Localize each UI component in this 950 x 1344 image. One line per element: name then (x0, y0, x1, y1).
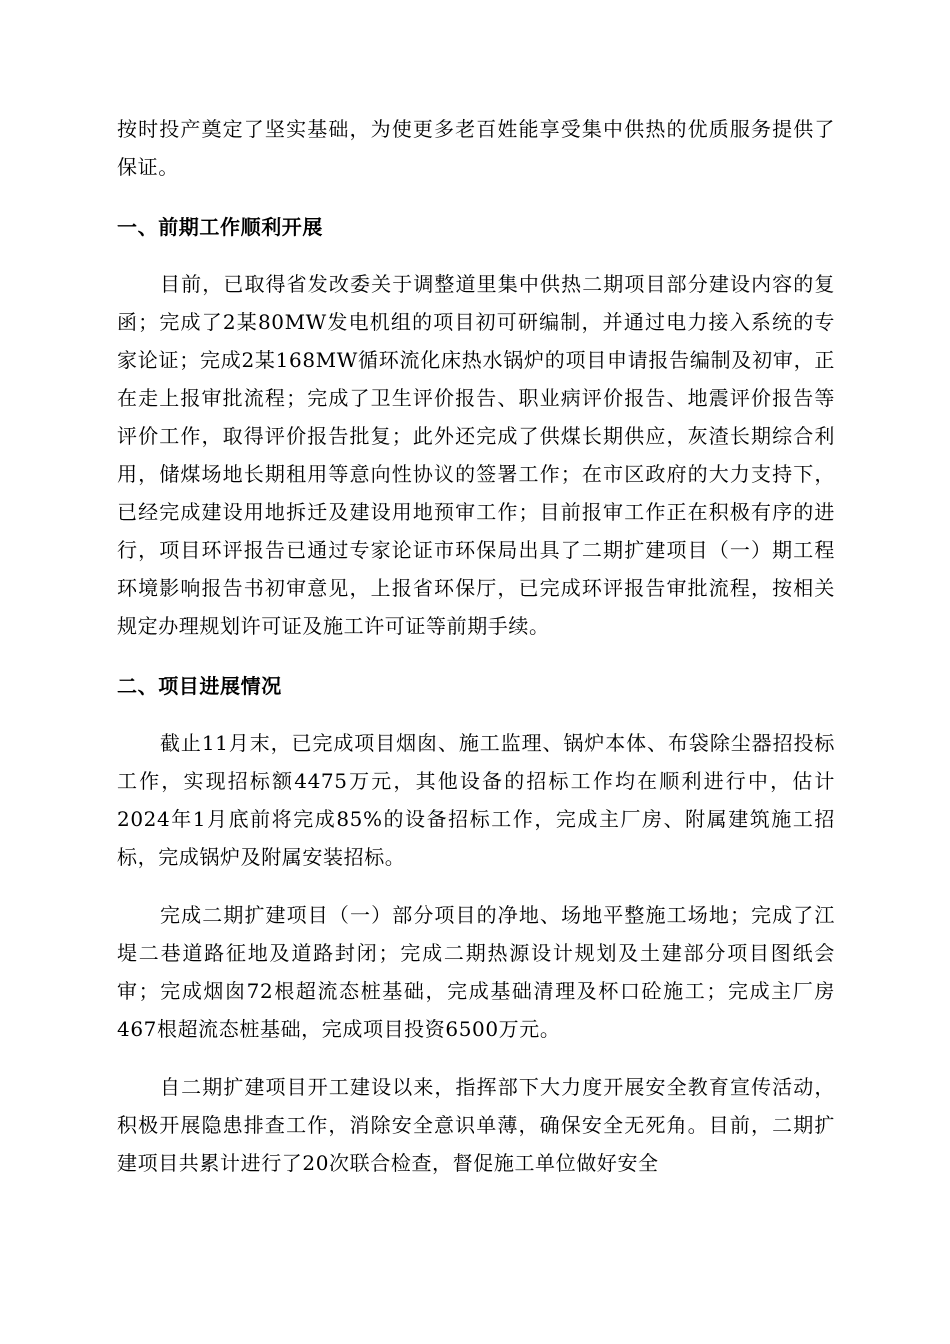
section2-paragraph-2: 完成二期扩建项目（一）部分项目的净地、场地平整施工场地；完成了江堤二巷道路征地及道路封闭；完成二期热源设计规划及土建部分项目图纸会审；完成烟囱72根超流态桩基础，完成基础清理及杯口砼施工；完成主厂房467根超流态桩基础，完成项目投资6500万元。 (117, 903, 835, 1041)
continuation-paragraph: 按时投产奠定了坚实基础，为使更多老百姓能享受集中供热的优质服务提供了保证。 (117, 117, 835, 179)
section1-paragraph: 目前，已取得省发改委关于调整道里集中供热二期项目部分建设内容的复函；完成了2某80MW发电机组的项目初可研编制，并通过电力接入系统的专家论证；完成2某168MW循环流化床热水锅炉的项目申请报告编制及初审，正在走上报审批流程；完成了卫生评价报告、职业病评价报告、地震评价报告等评价工作，取得评价报告批复；此外还完成了供煤长期供应，灰渣长期综合利用，储煤场地长期租用等意向性协议的签署工作；在市区政府的大力支持下，已经完成建设用地拆迁及建设用地预审工作；目前报审工作正在积极有序的进行，项目环评报告已通过专家论证市环保局出具了二期扩建项目（一）期工程环境影响报告书初审意见，上报省环保厅，已完成环评报告审批流程，按相关规定办理规划许可证及施工许可证等前期手续。 (117, 272, 835, 638)
document-page (117, 110, 835, 1182)
section2-paragraph-3: 自二期扩建项目开工建设以来，指挥部下大力度开展安全教育宣传活动，积极开展隐患排查工作，消除安全意识单薄，确保安全无死角。目前，二期扩建项目共累计进行了20次联合检查，督促施工单位做好安全 (117, 1075, 835, 1175)
section2-paragraph-1: 截止11月末，已完成项目烟囱、施工监理、锅炉本体、布袋除尘器招投标工作，实现招标额4475万元，其他设备的招标工作均在顺利进行中，估计2024年1月底前将完成85%的设备招标工作，完成主厂房、附属建筑施工招标，完成锅炉及附属安装招标。 (117, 731, 835, 869)
section-heading-1: 一、前期工作顺利开展 (117, 215, 323, 239)
section-heading-2: 二、项目进展情况 (117, 674, 282, 698)
